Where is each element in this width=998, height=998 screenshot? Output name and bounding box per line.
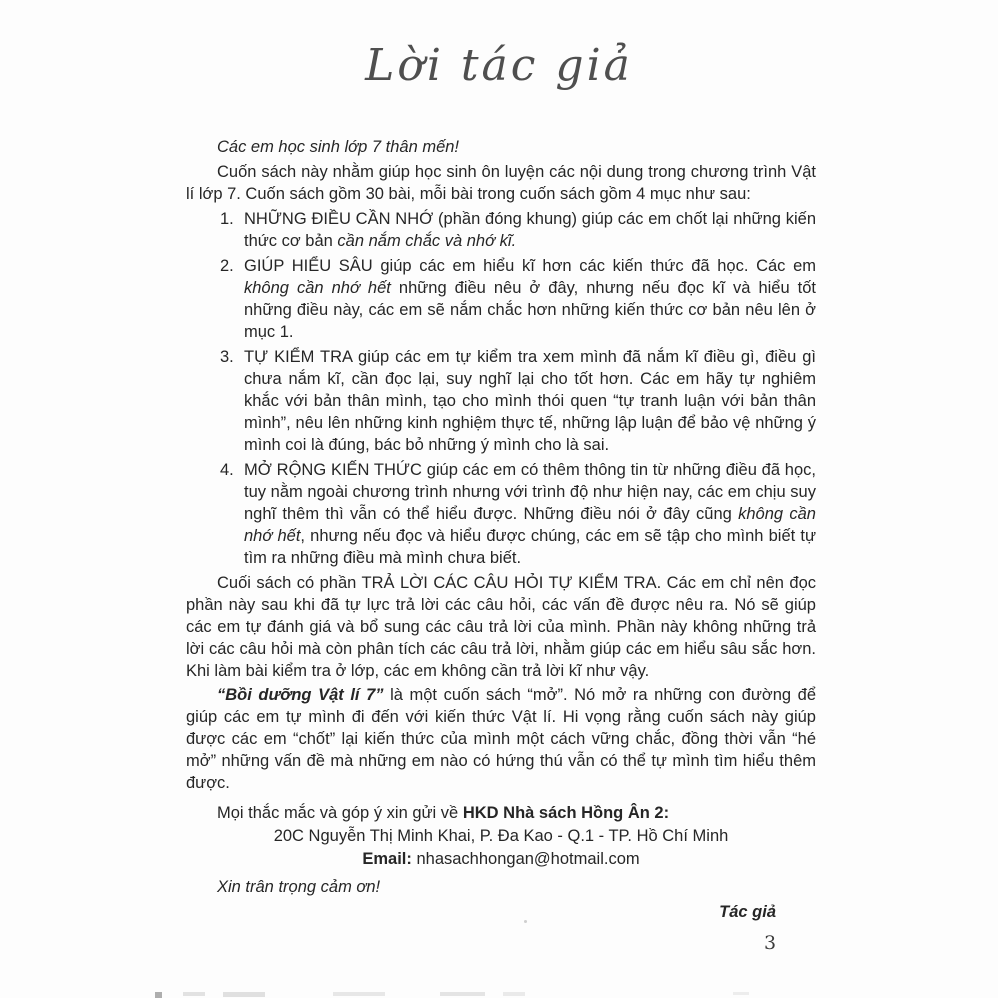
scan-artifact [733,992,749,995]
list-item-text [244,348,816,454]
text-run: Các em học sinh lớp 7 thân mến! [217,138,460,156]
text-run: GIÚP HIỂU SÂU giúp các em hiểu kĩ hơn các kiến thức đã học. Các em [244,257,816,275]
paragraph [186,876,816,898]
text-run: NHỮNG ĐIỀU CẦN NHỚ (phần đóng khung) giúp các em chốt lại những kiến thức cơ bản [244,210,816,250]
list-item [186,208,816,252]
paragraph [186,161,816,205]
list-item-number: 1. [220,210,234,228]
list-item-number: 4. [220,461,234,479]
text-run: Mọi thắc mắc và góp ý xin gửi về [217,804,463,822]
text-run: là một cuốn sách “mở”. Nó mở ra những con đường để giúp các em tự mình đi đến với kiến thức Vật lí. Hi vọng rằng cuốn sách này giúp được các em “chốt” lại kiến thức của mình một cách vững chắc, đồng thời vẫn “hé mở” những vấn đề mà những em nào có hứng thú vẫn có thể tự mình tìm hiểu thêm được. [186,686,817,792]
text-run: nhasachhongan@hotmail.com [411,850,640,868]
paragraph [186,901,816,923]
text-run: TỰ KIỂM TRA giúp các em tự kiểm tra xem mình đã nắm kĩ điều gì, điều gì chưa nắm kĩ, cần đọc lại, suy nghĩ lại cho tốt hơn. Các em hãy tự nghiêm khắc với bản thân mình, tạo cho mình thói quen “tự tranh luận với bản thân mình”, nêu lên những kinh nghiệm thực tế, những lập luận để bảo vệ những ý mình coi là đúng, bác bỏ những ý mình cho là sai. [244,348,816,454]
list-item [186,346,816,456]
text-run: cần nắm chắc và nhớ kĩ. [337,232,517,250]
text-run: Xin trân trọng cảm ơn! [217,878,381,896]
scan-artifact [333,992,385,996]
list-item-number: 2. [220,257,234,275]
list-item-text [244,257,816,341]
text-run: 20C Nguyễn Thị Minh Khai, P. Đa Kao - Q.1 - TP. Hồ Chí Minh [273,827,729,845]
list-item-text [244,210,816,250]
scan-dot-artifact [524,920,527,923]
text-run: HKD Nhà sách Hồng Ân 2: [462,804,670,822]
paragraph [186,684,816,794]
paragraph [186,136,816,158]
text-run: , nhưng nếu đọc và hiểu được chúng, các em sẽ tập cho mình biết tự tìm ra những điều mà mình chưa biết. [244,527,816,567]
text-run: không cần nhớ hết [244,505,816,545]
list-item-number: 3. [220,348,234,366]
paragraph [186,825,816,847]
paragraph [186,802,816,824]
scan-artifact [223,992,265,997]
page-number: 3 [764,932,777,954]
text-run: Cuối sách có phần TRẢ LỜI CÁC CÂU HỎI TỰ KIỂM TRA. Các em chỉ nên đọc phần này sau khi đã tự lực trả lời các câu hỏi, các vấn đề được nêu ra. Nó sẽ giúp các em tự đánh giá và bổ sung các câu trả lời của mình. Phần này không những trả lời các câu hỏi mà còn phân tích các câu trả lời, nhằm giúp các em hiểu sâu sắc hơn. Khi làm bài kiểm tra ở lớp, các em không cần trả lời kĩ như vậy. [186,574,816,680]
text-run: Cuốn sách này nhằm giúp học sinh ôn luyện các nội dung trong chương trình Vật lí lớp 7. Cuốn sách gồm 30 bài, mỗi bài trong cuốn sách gồm 4 mục như sau: [186,163,816,203]
scan-artifact [440,992,485,996]
text-run: không cần nhớ hết [244,279,391,297]
scan-artifact [503,992,525,996]
numbered-list [186,208,816,569]
paragraph [186,848,816,870]
page-title: Lời tác giả [365,40,633,91]
scan-artifact [183,992,205,996]
list-item-text [244,461,816,567]
scan-edge-artifacts [0,990,998,998]
paragraph [186,572,816,682]
list-item [186,459,816,569]
text-run: những điều nêu ở đây, nhưng nếu đọc kĩ và hiểu tốt những điều này, các em sẽ nắm chắc hơn những kiến thức cơ bản nêu lên ở mục 1. [244,279,816,341]
text-run: Tác giả [719,903,776,921]
text-run: “Bồi dưỡng Vật lí 7” [217,686,384,704]
document-body [186,136,816,923]
list-item [186,255,816,343]
text-run: MỞ RỘNG KIẾN THỨC giúp các em có thêm thông tin từ những điều đã học, tuy nằm ngoài chương trình nhưng với trình độ như hiện nay, các em chịu suy nghĩ thêm thì vẫn có thể hiểu được. Những điều nói ở đây cũng [244,461,816,523]
scan-artifact [155,992,162,998]
text-run: Email: [362,850,412,868]
